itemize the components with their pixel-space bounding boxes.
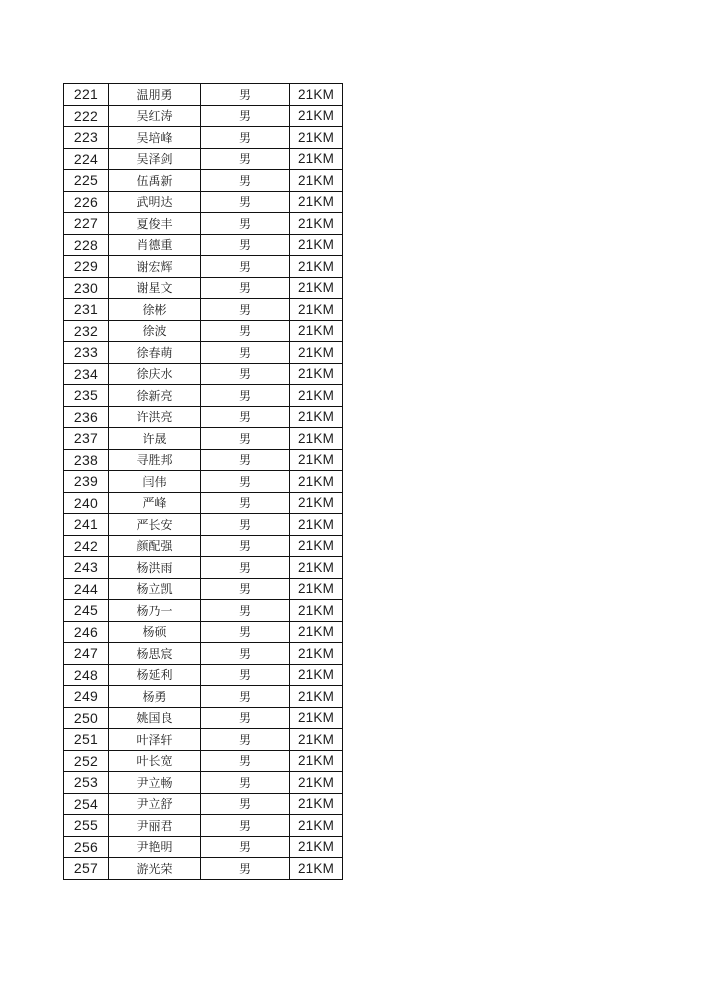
gender-cell: 男 (201, 793, 290, 815)
gender-cell: 男 (201, 750, 290, 772)
table-row (64, 514, 343, 536)
distance-cell: 21KM (290, 578, 343, 600)
distance-cell: 21KM (290, 320, 343, 342)
name-cell: 颜配强 (109, 535, 201, 557)
name-cell: 吴泽剑 (109, 148, 201, 170)
gender-cell: 男 (201, 858, 290, 880)
row-number-cell: 246 (64, 621, 109, 643)
gender-cell: 男 (201, 213, 290, 235)
gender-cell: 男 (201, 277, 290, 299)
name-cell: 尹立舒 (109, 793, 201, 815)
name-cell: 叶泽轩 (109, 729, 201, 751)
distance-cell: 21KM (290, 428, 343, 450)
row-number-cell: 231 (64, 299, 109, 321)
gender-cell: 男 (201, 535, 290, 557)
row-number-cell: 254 (64, 793, 109, 815)
gender-cell: 男 (201, 406, 290, 428)
table-row (64, 664, 343, 686)
gender-cell: 男 (201, 707, 290, 729)
name-cell: 闫伟 (109, 471, 201, 493)
table-row (64, 277, 343, 299)
name-cell: 杨勇 (109, 686, 201, 708)
name-cell: 杨立凯 (109, 578, 201, 600)
row-number-cell: 233 (64, 342, 109, 364)
table-row (64, 686, 343, 708)
gender-cell: 男 (201, 686, 290, 708)
gender-cell: 男 (201, 578, 290, 600)
distance-cell: 21KM (290, 363, 343, 385)
gender-cell: 男 (201, 148, 290, 170)
distance-cell: 21KM (290, 858, 343, 880)
table-row (64, 449, 343, 471)
distance-cell: 21KM (290, 621, 343, 643)
name-cell: 杨洪雨 (109, 557, 201, 579)
name-cell: 徐波 (109, 320, 201, 342)
name-cell: 徐春萌 (109, 342, 201, 364)
name-cell: 吴培峰 (109, 127, 201, 149)
row-number-cell: 234 (64, 363, 109, 385)
distance-cell: 21KM (290, 191, 343, 213)
name-cell: 夏俊丰 (109, 213, 201, 235)
name-cell: 叶长宽 (109, 750, 201, 772)
row-number-cell: 235 (64, 385, 109, 407)
row-number-cell: 226 (64, 191, 109, 213)
name-cell: 肖德重 (109, 234, 201, 256)
distance-cell: 21KM (290, 815, 343, 837)
name-cell: 杨硕 (109, 621, 201, 643)
table-row (64, 406, 343, 428)
table-row (64, 234, 343, 256)
distance-cell: 21KM (290, 729, 343, 751)
gender-cell: 男 (201, 836, 290, 858)
table-row (64, 772, 343, 794)
table-row (64, 793, 343, 815)
row-number-cell: 257 (64, 858, 109, 880)
distance-cell: 21KM (290, 535, 343, 557)
name-cell: 游光荣 (109, 858, 201, 880)
table-row (64, 170, 343, 192)
distance-cell: 21KM (290, 170, 343, 192)
table-row (64, 600, 343, 622)
row-number-cell: 237 (64, 428, 109, 450)
row-number-cell: 253 (64, 772, 109, 794)
row-number-cell: 230 (64, 277, 109, 299)
table-row (64, 363, 343, 385)
row-number-cell: 239 (64, 471, 109, 493)
table-row (64, 471, 343, 493)
name-cell: 严长安 (109, 514, 201, 536)
gender-cell: 男 (201, 342, 290, 364)
distance-cell: 21KM (290, 148, 343, 170)
gender-cell: 男 (201, 363, 290, 385)
gender-cell: 男 (201, 191, 290, 213)
name-cell: 许晟 (109, 428, 201, 450)
distance-cell: 21KM (290, 277, 343, 299)
row-number-cell: 229 (64, 256, 109, 278)
distance-cell: 21KM (290, 686, 343, 708)
name-cell: 徐彬 (109, 299, 201, 321)
name-cell: 谢星文 (109, 277, 201, 299)
table-row (64, 385, 343, 407)
distance-cell: 21KM (290, 256, 343, 278)
distance-cell: 21KM (290, 342, 343, 364)
table-row (64, 148, 343, 170)
name-cell: 武明达 (109, 191, 201, 213)
table-row (64, 621, 343, 643)
row-number-cell: 241 (64, 514, 109, 536)
distance-cell: 21KM (290, 557, 343, 579)
table-row (64, 643, 343, 665)
gender-cell: 男 (201, 729, 290, 751)
table-row (64, 815, 343, 837)
distance-cell: 21KM (290, 707, 343, 729)
row-number-cell: 221 (64, 84, 109, 106)
table-row (64, 105, 343, 127)
distance-cell: 21KM (290, 213, 343, 235)
table-row (64, 127, 343, 149)
name-cell: 尹丽君 (109, 815, 201, 837)
table-row (64, 320, 343, 342)
name-cell: 尹艳明 (109, 836, 201, 858)
table-row (64, 492, 343, 514)
row-number-cell: 236 (64, 406, 109, 428)
name-cell: 严峰 (109, 492, 201, 514)
distance-cell: 21KM (290, 105, 343, 127)
gender-cell: 男 (201, 256, 290, 278)
gender-cell: 男 (201, 600, 290, 622)
row-number-cell: 222 (64, 105, 109, 127)
row-number-cell: 245 (64, 600, 109, 622)
table-row (64, 557, 343, 579)
row-number-cell: 252 (64, 750, 109, 772)
gender-cell: 男 (201, 385, 290, 407)
row-number-cell: 242 (64, 535, 109, 557)
table-row (64, 213, 343, 235)
row-number-cell: 256 (64, 836, 109, 858)
name-cell: 谢宏辉 (109, 256, 201, 278)
table-row (64, 84, 343, 106)
gender-cell: 男 (201, 557, 290, 579)
gender-cell: 男 (201, 84, 290, 106)
row-number-cell: 250 (64, 707, 109, 729)
table-row (64, 707, 343, 729)
table-row (64, 342, 343, 364)
distance-cell: 21KM (290, 793, 343, 815)
gender-cell: 男 (201, 428, 290, 450)
row-number-cell: 225 (64, 170, 109, 192)
distance-cell: 21KM (290, 514, 343, 536)
distance-cell: 21KM (290, 84, 343, 106)
distance-cell: 21KM (290, 471, 343, 493)
table-row (64, 578, 343, 600)
gender-cell: 男 (201, 643, 290, 665)
table-row (64, 191, 343, 213)
distance-cell: 21KM (290, 836, 343, 858)
table-row (64, 299, 343, 321)
row-number-cell: 249 (64, 686, 109, 708)
distance-cell: 21KM (290, 385, 343, 407)
row-number-cell: 232 (64, 320, 109, 342)
distance-cell: 21KM (290, 664, 343, 686)
gender-cell: 男 (201, 170, 290, 192)
row-number-cell: 243 (64, 557, 109, 579)
name-cell: 寻胜邦 (109, 449, 201, 471)
gender-cell: 男 (201, 664, 290, 686)
table-row (64, 750, 343, 772)
gender-cell: 男 (201, 471, 290, 493)
gender-cell: 男 (201, 105, 290, 127)
distance-cell: 21KM (290, 600, 343, 622)
distance-cell: 21KM (290, 492, 343, 514)
gender-cell: 男 (201, 514, 290, 536)
distance-cell: 21KM (290, 234, 343, 256)
row-number-cell: 227 (64, 213, 109, 235)
name-cell: 杨延利 (109, 664, 201, 686)
gender-cell: 男 (201, 815, 290, 837)
gender-cell: 男 (201, 492, 290, 514)
gender-cell: 男 (201, 621, 290, 643)
row-number-cell: 255 (64, 815, 109, 837)
distance-cell: 21KM (290, 406, 343, 428)
row-number-cell: 224 (64, 148, 109, 170)
table-row (64, 428, 343, 450)
participant-table (63, 83, 343, 880)
table-row (64, 535, 343, 557)
distance-cell: 21KM (290, 643, 343, 665)
row-number-cell: 244 (64, 578, 109, 600)
name-cell: 尹立畅 (109, 772, 201, 794)
name-cell: 徐新亮 (109, 385, 201, 407)
name-cell: 杨乃一 (109, 600, 201, 622)
name-cell: 杨思宸 (109, 643, 201, 665)
table-row (64, 256, 343, 278)
distance-cell: 21KM (290, 750, 343, 772)
gender-cell: 男 (201, 127, 290, 149)
row-number-cell: 248 (64, 664, 109, 686)
gender-cell: 男 (201, 299, 290, 321)
gender-cell: 男 (201, 449, 290, 471)
table-row (64, 836, 343, 858)
name-cell: 许洪亮 (109, 406, 201, 428)
name-cell: 温朋勇 (109, 84, 201, 106)
row-number-cell: 228 (64, 234, 109, 256)
distance-cell: 21KM (290, 127, 343, 149)
distance-cell: 21KM (290, 299, 343, 321)
row-number-cell: 240 (64, 492, 109, 514)
table-row (64, 858, 343, 880)
gender-cell: 男 (201, 320, 290, 342)
distance-cell: 21KM (290, 449, 343, 471)
distance-cell: 21KM (290, 772, 343, 794)
gender-cell: 男 (201, 234, 290, 256)
row-number-cell: 223 (64, 127, 109, 149)
table-row (64, 729, 343, 751)
gender-cell: 男 (201, 772, 290, 794)
row-number-cell: 251 (64, 729, 109, 751)
name-cell: 吴红涛 (109, 105, 201, 127)
row-number-cell: 238 (64, 449, 109, 471)
name-cell: 姚国良 (109, 707, 201, 729)
table-body (64, 84, 343, 880)
row-number-cell: 247 (64, 643, 109, 665)
name-cell: 伍禹新 (109, 170, 201, 192)
name-cell: 徐庆水 (109, 363, 201, 385)
